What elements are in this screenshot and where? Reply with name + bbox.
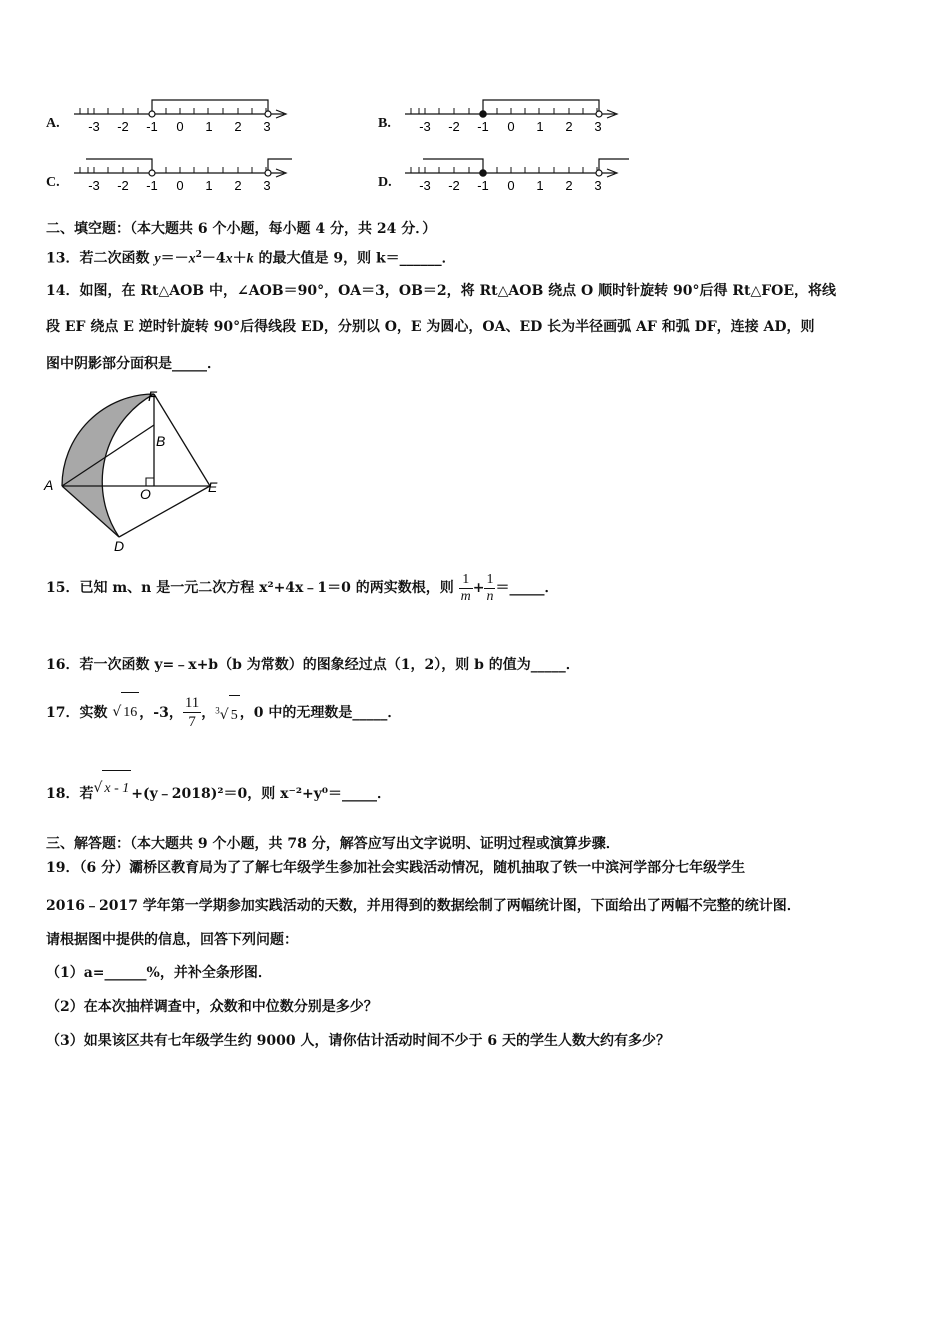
fraction-1-over-n: [484, 572, 495, 605]
tick-label: 1: [536, 119, 544, 134]
q17-num: 11: [184, 695, 200, 712]
q17-mid: ，-3，: [139, 704, 183, 721]
tick-label: -1: [146, 178, 158, 193]
tick-label: 3: [263, 119, 271, 134]
tick-label: 0: [176, 119, 184, 134]
label-d: D: [114, 538, 125, 554]
q14-line-3: 图中阴影部分面积是_____．: [46, 356, 221, 372]
label-e: E: [208, 479, 218, 495]
label-a: A: [44, 477, 54, 493]
question-13: 13．若二次函数 $y=-x^2-4x+k$ 的最大值是 9，则 k＝______．: [46, 250, 456, 267]
cube-root-index: 3: [215, 705, 220, 715]
q17-comma: ，: [201, 704, 216, 721]
question-15: [46, 570, 558, 606]
question-17: 17．实数 √ 16 ，-3， $\frac{11}{7}$ ，$^3$√ 5 ，0 中的无理数是_____．: [46, 690, 401, 736]
q17-head: 17．实数: [46, 704, 113, 721]
fraction-11-over-7: [183, 694, 201, 731]
q19-line-1: 19．（6 分）灞桥区教育局为了了解七年级学生参加社会实践活动情况，随机抽取了铁一中滨河学部分七年级学生: [46, 860, 746, 876]
q15-tail: ＝_____．: [495, 580, 559, 596]
tick-label: 1: [205, 178, 213, 193]
tick-label: -2: [448, 119, 460, 134]
tick-label: 3: [263, 178, 271, 193]
q14-line-2: 段 EF 绕点 E 逆时针旋转 90°后得线段 ED，分别以 O，E 为圆心，OA、ED 长为半径画弧 AF 和弧 DF，连接 AD，则: [46, 319, 815, 335]
section-3-heading: 三、解答题：（本大题共 9 个小题，共 78 分，解答应写出文字说明、证明过程或演算步骤．: [46, 836, 620, 852]
tick-label: -3: [88, 119, 100, 134]
tick-label: 2: [565, 178, 573, 193]
tick-label: 3: [594, 119, 602, 134]
sqrt-16: 16: [121, 692, 139, 733]
question-16: 16．若一次函数 y=﹣x+b（b 为常数）的图象经过点（1，2），则 b 的值为_____．: [46, 657, 580, 673]
option-c-number-line: [72, 155, 292, 197]
q18-head: 18．若: [46, 786, 94, 802]
q19-line-3: 请根据图中提供的信息，回答下列问题：: [46, 932, 298, 948]
tick-label: -2: [117, 119, 129, 134]
section-2-heading: 二、填空题：（本大题共 6 个小题，每小题 4 分，共 24 分．）: [46, 221, 437, 237]
label-b: B: [156, 433, 166, 449]
label-o: O: [140, 486, 151, 502]
option-a-number-line: [72, 96, 292, 138]
question-18: 18．若√ x - 1 +(y﹣2018)²＝0，则 x⁻²+y⁰＝_____．: [46, 776, 391, 813]
option-d-number-line: [403, 155, 633, 197]
tick-label: -3: [419, 119, 431, 134]
tick-label: -1: [146, 119, 158, 134]
option-b-label: B.: [378, 116, 391, 131]
label-f: F: [148, 388, 157, 404]
q15-num1: 1: [459, 572, 473, 589]
q13-lead: 13．若二次函数: [46, 250, 155, 267]
option-d-label: D.: [378, 175, 392, 190]
q19-sub-2: （2）在本次抽样调查中，众数和中位数分别是多少？: [46, 999, 378, 1015]
tick-label: -2: [117, 178, 129, 193]
tick-label: 1: [205, 119, 213, 134]
tick-label: -3: [419, 178, 431, 193]
q18-tail: +(y﹣2018)²＝0，则 x⁻²+y⁰＝_____．: [131, 786, 391, 802]
option-c-label: C.: [46, 175, 60, 190]
tick-label: 2: [234, 119, 242, 134]
q15-den-n: n: [486, 588, 494, 604]
q14-figure: [40, 385, 230, 557]
q14-line-1: 14．如图，在 Rt△AOB 中，∠AOB＝90°，OA＝3，OB＝2，将 Rt△AOB 绕点 O 顺时针旋转 90°后得 Rt△FOE，将线: [46, 283, 837, 299]
q15-den-m: m: [460, 588, 471, 604]
option-a-label: A.: [46, 116, 60, 131]
tick-label: -3: [88, 178, 100, 193]
tick-label: 0: [176, 178, 184, 193]
option-b-number-line: [403, 96, 623, 138]
q17-den: 7: [188, 714, 196, 731]
q15-num2: 1: [486, 571, 494, 587]
tick-label: 2: [234, 178, 242, 193]
tick-label: 0: [507, 178, 515, 193]
fraction-1-over-m: [459, 572, 473, 605]
tick-label: 2: [565, 119, 573, 134]
q19-line-2: 2016﹣2017 学年第一学期参加实践活动的天数，并用得到的数据绘制了两幅统计图，下面给出了两幅不完整的统计图．: [46, 898, 801, 914]
q13-tail: 的最大值是 9，则 k＝______．: [258, 250, 456, 267]
tick-label: 3: [594, 178, 602, 193]
q19-sub-3: （3）如果该区共有七年级学生约 9000 人，请你估计活动时间不少于 6 天的学生人数大约有多少？: [46, 1033, 670, 1049]
tick-label: 0: [507, 119, 515, 134]
tick-label: 1: [536, 178, 544, 193]
sqrt-x-minus-1: x - 1: [102, 770, 131, 807]
q17-tail: ，0 中的无理数是_____．: [239, 704, 402, 721]
cube-root-5: 5: [229, 695, 240, 736]
q19-sub-1: （1）a=______%，并补全条形图．: [46, 965, 272, 981]
tick-label: -1: [477, 119, 489, 134]
q15-text: 15．已知 m、n 是一元二次方程 x²+4x﹣1＝0 的两实数根，则: [46, 580, 454, 596]
q15-plus: +: [472, 580, 485, 596]
tick-label: -1: [477, 178, 489, 193]
tick-label: -2: [448, 178, 460, 193]
